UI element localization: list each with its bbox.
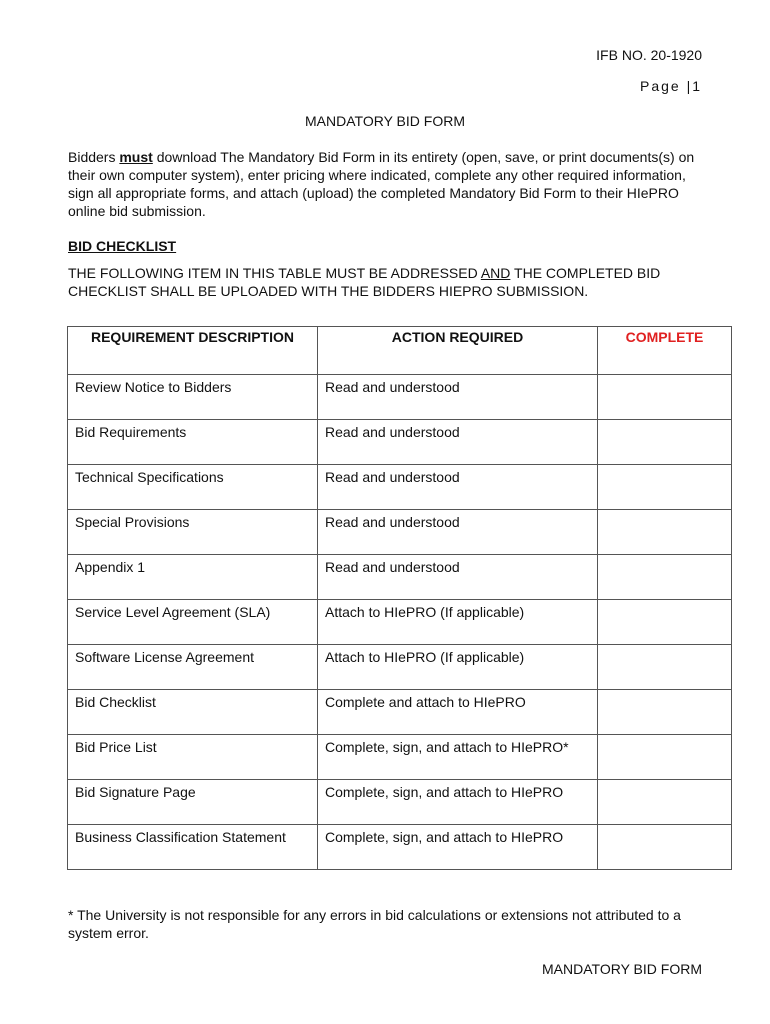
complete-cell[interactable] xyxy=(598,465,732,510)
ifb-number: IFB NO. 20-1920 xyxy=(596,47,702,63)
action-cell: Read and understood xyxy=(318,375,598,420)
complete-cell[interactable] xyxy=(598,690,732,735)
footnote: * The University is not responsible for any errors in bid calculations or extensions not attributed to a system error. xyxy=(68,907,681,941)
requirement-cell: Software License Agreement xyxy=(68,645,318,690)
table-row xyxy=(68,825,732,870)
header-complete: COMPLETE xyxy=(598,327,732,375)
complete-cell[interactable] xyxy=(598,600,732,645)
action-cell: Complete, sign, and attach to HIePRO* xyxy=(318,735,598,780)
header-requirement-description: REQUIREMENT DESCRIPTION xyxy=(68,327,318,375)
action-cell: Attach to HIePRO (If applicable) xyxy=(318,645,598,690)
table-row xyxy=(68,690,732,735)
complete-cell[interactable] xyxy=(598,420,732,465)
checklist-instruction xyxy=(68,264,708,300)
instruction-emphasis: AND xyxy=(480,265,511,281)
requirement-cell: Bid Checklist xyxy=(68,690,318,735)
complete-cell[interactable] xyxy=(598,735,732,780)
requirement-cell: Bid Price List xyxy=(68,735,318,780)
table-header-row xyxy=(68,327,732,375)
document-title: MANDATORY BID FORM xyxy=(305,113,465,129)
table-row xyxy=(68,645,732,690)
requirement-cell: Bid Requirements xyxy=(68,420,318,465)
intro-emphasis: must xyxy=(119,149,153,165)
complete-cell[interactable] xyxy=(598,555,732,600)
action-cell: Complete, sign, and attach to HIePRO xyxy=(318,780,598,825)
instruction-text-end: THE COMPLETED BID CHECKLIST SHALL BE UPLOADED WITH THE BIDDERS HIEPRO SUBMISSION. xyxy=(68,265,661,299)
complete-cell[interactable] xyxy=(598,825,732,870)
requirement-cell: Special Provisions xyxy=(68,510,318,555)
requirement-cell: Technical Specifications xyxy=(68,465,318,510)
action-cell: Read and understood xyxy=(318,465,598,510)
action-cell: Complete, sign, and attach to HIePRO xyxy=(318,825,598,870)
table-row xyxy=(68,465,732,510)
action-cell: Attach to HIePRO (If applicable) xyxy=(318,600,598,645)
page-footer: MANDATORY BID FORM xyxy=(542,961,702,977)
intro-paragraph xyxy=(68,148,708,220)
complete-cell[interactable] xyxy=(598,375,732,420)
action-cell: Read and understood xyxy=(318,510,598,555)
header-action-required: ACTION REQUIRED xyxy=(318,327,598,375)
table-row xyxy=(68,780,732,825)
table-row xyxy=(68,510,732,555)
bid-checklist-table xyxy=(67,326,732,870)
page-number: Page |1 xyxy=(639,78,702,94)
table-row xyxy=(68,375,732,420)
requirement-cell: Appendix 1 xyxy=(68,555,318,600)
intro-text-start: Bidders xyxy=(68,149,120,165)
intro-text-end: download The Mandatory Bid Form in its entirety (open, save, or print documents(s) on their own computer system), enter pricing where indicated, complete any other required information, sign all appropriate forms, and attach (upload) the completed Mandatory Bid Form to their HIePRO online bid submission. xyxy=(68,149,695,219)
complete-cell[interactable] xyxy=(598,510,732,555)
requirement-cell: Business Classification Statement xyxy=(68,825,318,870)
requirement-cell: Bid Signature Page xyxy=(68,780,318,825)
complete-cell[interactable] xyxy=(598,645,732,690)
complete-cell[interactable] xyxy=(598,780,732,825)
table-row xyxy=(68,420,732,465)
instruction-text-start: THE FOLLOWING ITEM IN THIS TABLE MUST BE ADDRESSED xyxy=(68,265,481,281)
action-cell: Read and understood xyxy=(318,555,598,600)
table-row xyxy=(68,600,732,645)
requirement-cell: Service Level Agreement (SLA) xyxy=(68,600,318,645)
requirement-cell: Review Notice to Bidders xyxy=(68,375,318,420)
action-cell: Read and understood xyxy=(318,420,598,465)
action-cell: Complete and attach to HIePRO xyxy=(318,690,598,735)
bid-checklist-heading: BID CHECKLIST xyxy=(68,238,177,254)
table-row xyxy=(68,555,732,600)
table-row xyxy=(68,735,732,780)
